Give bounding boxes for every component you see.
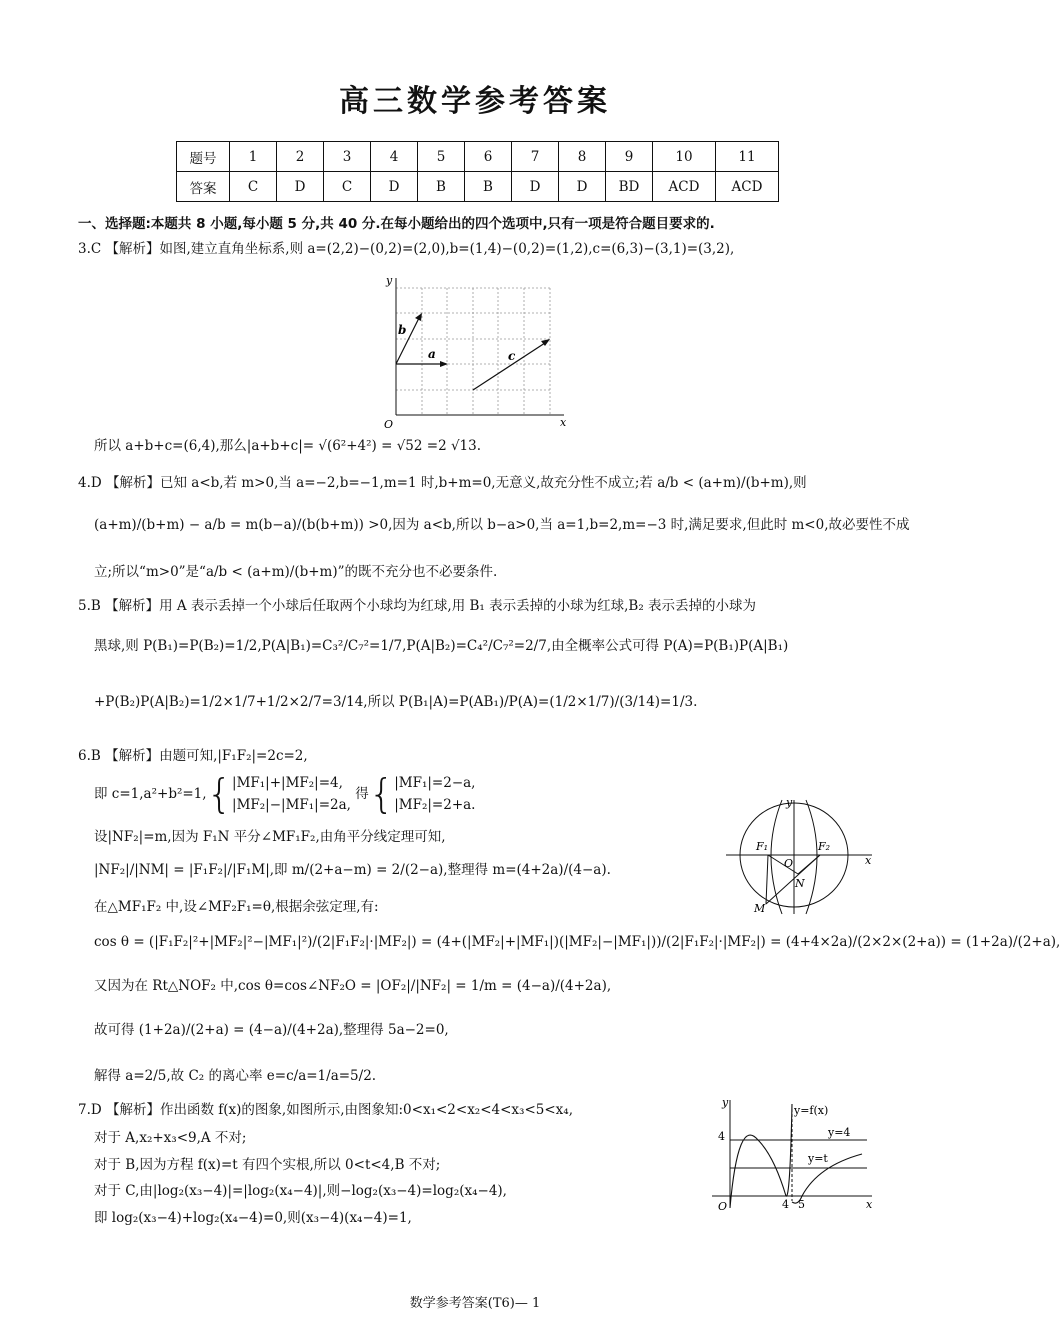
q6-l2e: |MF₁|=2−a, <box>394 775 476 791</box>
table-cell: D <box>277 172 324 202</box>
q3-line2: 所以 a+b+c=(6,4),那么|a+b+c|= √(6²+4²) = √52 =2 √13. <box>94 438 482 454</box>
origin-label: O <box>384 418 394 431</box>
section-heading: 一、选择题:本题共 8 小题,每小题 5 分,共 40 分.在每小题给出的四个选项中,只有一项是符合题目要求的. <box>78 216 715 232</box>
table-cell: 8 <box>559 142 606 172</box>
vector-c-label: c <box>508 349 516 363</box>
q3-line1: 3.C 【解析】如图,建立直角坐标系,则 a=(2,2)−(0,2)=(2,0),b=(1,4)−(0,2)=(1,2),c=(6,3)−(3,1)=(3,2), <box>78 241 735 257</box>
brace-symbol: { <box>206 771 233 818</box>
q4-line1: 4.D 【解析】已知 a<b,若 m>0,当 a=−2,b=−1,m=1 时,b+m=0,无意义,故充分性不成立;若 a/b < (a+m)/(b+m),则 <box>78 475 807 491</box>
origin-label: O <box>718 1200 728 1213</box>
page-footer: 数学参考答案(T6)— 1 <box>409 1296 541 1311</box>
q6-line3: 设|NF₂|=m,因为 F₁N 平分∠MF₁F₂,由角平分线定理可知, <box>94 829 446 845</box>
vector-figure <box>378 272 578 430</box>
table-cell: 7 <box>512 142 559 172</box>
table-cell: 10 <box>653 142 716 172</box>
y4-label: y=4 <box>828 1126 851 1139</box>
axis-x-label: x <box>560 416 567 429</box>
page-title: 高三数学参考答案 <box>339 84 611 119</box>
axis-y-label: y <box>722 1096 729 1109</box>
q6-line9: 解得 a=2/5,故 C₂ 的离心率 e=c/a=1/a=5/2. <box>94 1068 377 1084</box>
focus-f1-label: F₁ <box>756 840 769 853</box>
axis-y-label: y <box>386 274 393 287</box>
q6-line4: |NF₂|/|NM| = |F₁F₂|/|F₁M|,即 m/(2+a−m) = 2/(2−a),整理得 m=(4+2a)/(4−a). <box>94 862 611 878</box>
origin-label: O <box>784 857 794 870</box>
q7-line1: 7.D 【解析】作出函数 f(x)的图象,如图所示,由图象知:0<x₁<2<x₂<4<x₃<5<x₄, <box>78 1102 573 1118</box>
q6-l2a: 即 c=1,a²+b²=1, <box>94 786 207 803</box>
table-row <box>177 142 779 172</box>
vector-b-label: b <box>398 323 407 337</box>
axis-y-label: y <box>786 796 793 809</box>
table-cell: C <box>324 172 371 202</box>
q6-l2d: 得 <box>355 786 369 803</box>
q4-line3: 立;所以“m>0”是“a/b < (a+m)/(b+m)”的既不充分也不必要条件. <box>94 564 498 580</box>
q7-line2: 对于 A,x₂+x₃<9,A 不对; <box>94 1130 247 1146</box>
q6-line6: cos θ = (|F₁F₂|²+|MF₂|²−|MF₁|²)/(2|F₁F₂|·|MF₂|) = (4+(|MF₂|+|MF₁|)(|MF₂|−|MF₁|))/(2|F₁F₂|·|MF₂|) = (4+4×2a)/(2×2×(2+a)) = (1+2a)/(2+a), <box>94 934 1060 950</box>
brace-symbol: { <box>368 771 395 818</box>
axis-x-label: x <box>866 1198 873 1211</box>
point-m-label: M <box>754 902 766 915</box>
tick-4-y: 4 <box>718 1130 725 1143</box>
table-cell: 3 <box>324 142 371 172</box>
vector-a-label: a <box>428 347 436 361</box>
table-cell: ACD <box>716 172 779 202</box>
table-cell: D <box>371 172 418 202</box>
table-cell: 1 <box>230 142 277 172</box>
table-cell: 6 <box>465 142 512 172</box>
table-cell: C <box>230 172 277 202</box>
table-cell: BD <box>606 172 653 202</box>
fx-label: y=f(x) <box>794 1104 829 1117</box>
table-cell: 9 <box>606 142 653 172</box>
q5-line1: 5.B 【解析】用 A 表示丢掉一个小球后任取两个小球均为红球,用 B₁ 表示丢掉的小球为红球,B₂ 表示丢掉的小球为 <box>78 598 757 614</box>
q7-line3: 对于 B,因为方程 f(x)=t 有四个实根,所以 0<t<4,B 不对; <box>94 1157 441 1173</box>
focus-f2-label: F₂ <box>818 840 831 853</box>
q6-line2 <box>94 773 475 816</box>
tick-5-x: 5 <box>798 1198 805 1211</box>
q7-line5: 即 log₂(x₃−4)+log₂(x₄−4)=0,则(x₃−4)(x₄−4)=1, <box>94 1210 412 1226</box>
q6-line8: 故可得 (1+2a)/(2+a) = (4−a)/(4+2a),整理得 5a−2=0, <box>94 1022 449 1038</box>
q5-line2: 黑球,则 P(B₁)=P(B₂)=1/2,P(A|B₁)=C₃²/C₇²=1/7,P(A|B₂)=C₄²/C₇²=2/7,由全概率公式可得 P(A)=P(B₁)P(A|B₁) <box>94 638 789 654</box>
q6-l2b: |MF₁|+|MF₂|=4, <box>232 775 343 791</box>
ellipse-hyperbola-figure <box>722 796 882 921</box>
tick-4-x: 4 <box>782 1198 789 1211</box>
q5-line3: +P(B₂)P(A|B₂)=1/2×1/7+1/2×2/7=3/14,所以 P(B₁|A)=P(AB₁)/P(A)=(1/2×1/7)/(3/14)=1/3. <box>94 694 698 710</box>
row-label: 答案 <box>177 172 230 202</box>
table-cell: D <box>559 172 606 202</box>
function-graph-figure <box>702 1096 882 1216</box>
q6-line1: 6.B 【解析】由题可知,|F₁F₂|=2c=2, <box>78 748 308 764</box>
q6-l2c: |MF₂|−|MF₁|=2a, <box>232 796 351 813</box>
q6-l2f: |MF₂|=2+a. <box>394 796 476 813</box>
table-cell: 11 <box>716 142 779 172</box>
q4-line2: (a+m)/(b+m) − a/b = m(b−a)/(b(b+m)) >0,因为 a<b,所以 b−a>0,当 a=1,b=2,m=−3 时,满足要求,但此时 m<0,故必要性不成 <box>94 517 910 533</box>
table-cell: D <box>512 172 559 202</box>
q7-line4: 对于 C,由|log₂(x₃−4)|=|log₂(x₄−4)|,则−log₂(x₃−4)=log₂(x₄−4), <box>94 1183 507 1199</box>
table-cell: 4 <box>371 142 418 172</box>
table-cell: B <box>465 172 512 202</box>
row-label: 题号 <box>177 142 230 172</box>
yt-label: y=t <box>808 1152 828 1165</box>
table-cell: B <box>418 172 465 202</box>
table-cell: ACD <box>653 172 716 202</box>
q6-line7: 又因为在 Rt△NOF₂ 中,cos θ=cos∠NF₂O = |OF₂|/|NF₂| = 1/m = (4−a)/(4+2a), <box>94 978 612 994</box>
table-cell: 5 <box>418 142 465 172</box>
point-n-label: N <box>795 877 805 890</box>
table-row <box>177 172 779 202</box>
table-cell: 2 <box>277 142 324 172</box>
q6-line5: 在△MF₁F₂ 中,设∠MF₂F₁=θ,根据余弦定理,有: <box>94 899 379 915</box>
axis-x-label: x <box>865 854 872 867</box>
answer-table <box>176 141 779 202</box>
